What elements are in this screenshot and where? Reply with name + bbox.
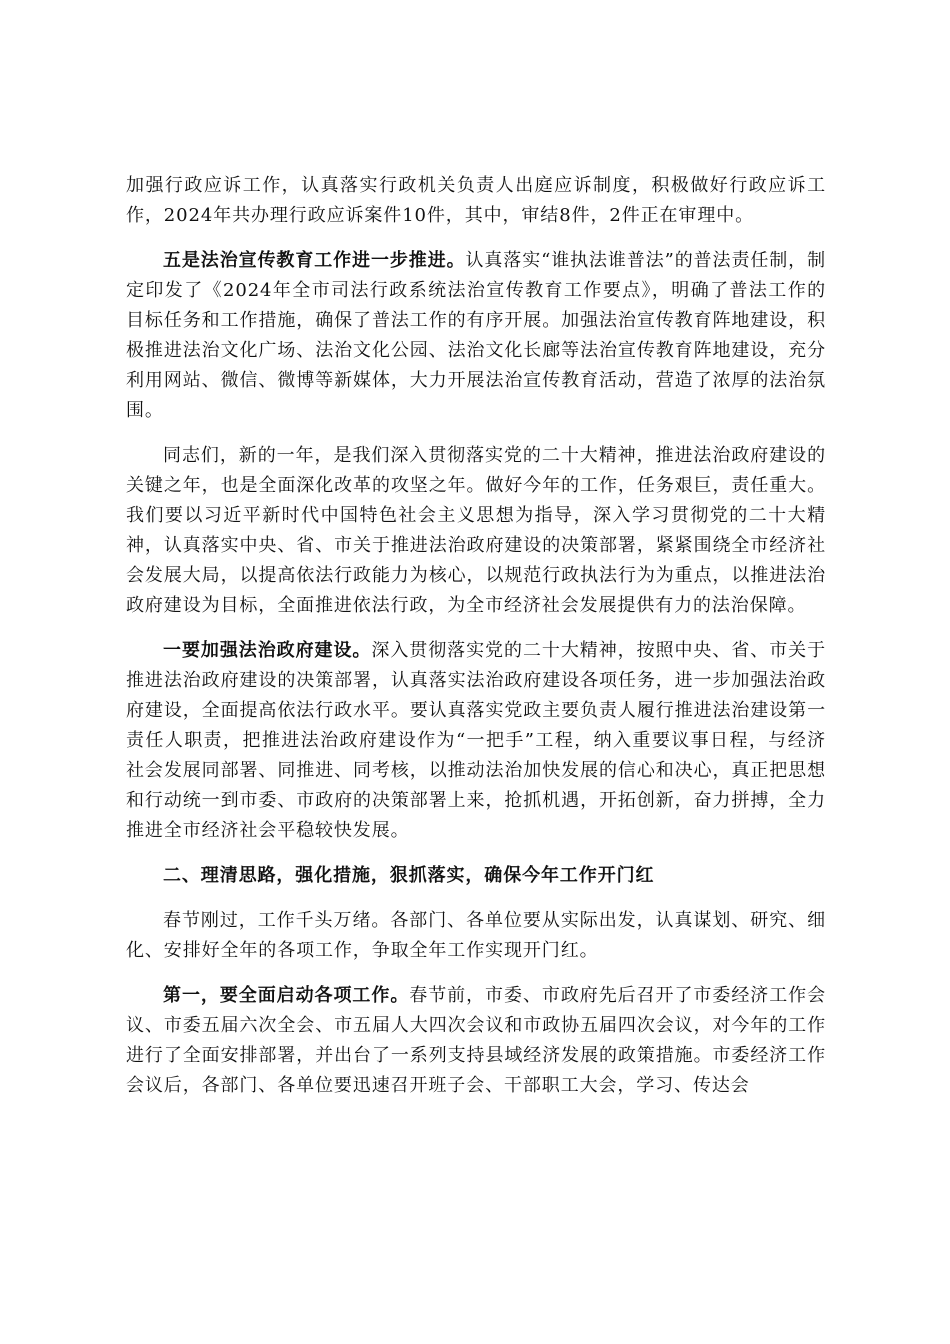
paragraph-comrades-new-year — [126, 441, 826, 621]
section-heading-text: 二、理清思路，强化措施，狠抓落实，确保今年工作开门红 — [163, 865, 655, 886]
paragraph-text: 加强行政应诉工作，认真落实行政机关负责人出庭应诉制度，积极做好行政应诉工作，2024年共办理行政应诉案件10件，其中，审结8件，2件正在审理中。 — [126, 175, 826, 226]
paragraph-lead-bold: 一要加强法治政府建设。 — [163, 640, 372, 661]
paragraph-start-all-work — [126, 981, 826, 1101]
paragraph-text: 深入贯彻落实党的二十大精神，按照中央、省、市关于推进法治政府建设的决策部署，认真落实法治政府建设各项任务，进一步加强法治政府建设，全面提高依法行政水平。要认真落实党政主要负责人履行推进法治建设第一责任人职责，把推进法治政府建设作为“一把手”工程，纳入重要议事日程，与经济社会发展同部署、同推进、同考核，以推动法治加快发展的信心和决心，真正把思想和行动统一到市委、市政府的决策部署上来，抢抓机遇，开拓创新，奋力拼搏，全力推进全市经济社会平稳较快发展。 — [126, 640, 826, 841]
paragraph-text: 春节前，市委、市政府先后召开了市委经济工作会议、市委五届六次全会、市五届人大四次会议和市政协五届四次会议，对今年的工作进行了全面安排部署，并出台了一系列支持县域经济发展的政策措施。市委经济工作会议后，各部门、各单位要迅速召开班子会、干部职工大会，学习、传达会 — [126, 985, 826, 1096]
paragraph-lead-bold: 第一，要全面启动各项工作。 — [163, 985, 410, 1006]
paragraph-lead-bold: 五是法治宣传教育工作进一步推进。 — [163, 250, 466, 271]
paragraph-text: 春节刚过，工作千头万绪。各部门、各单位要从实际出发，认真谋划、研究、细化、安排好全年的各项工作，争取全年工作实现开门红。 — [126, 910, 826, 961]
section-heading-two — [126, 861, 826, 891]
paragraph-text: 同志们，新的一年，是我们深入贯彻落实党的二十大精神，推进法治政府建设的关键之年，也是全面深化改革的攻坚之年。做好今年的工作，任务艰巨，责任重大。我们要以习近平新时代中国特色社会主义思想为指导，深入学习贯彻党的二十大精神，认真落实中央、省、市关于推进法治政府建设的决策部署，紧紧围绕全市经济社会发展大局，以提高依法行政能力为核心，以规范行政执法行为为重点，以推进法治政府建设为目标，全面推进依法行政，为全市经济社会发展提供有力的法治保障。 — [126, 445, 826, 616]
paragraph-litigation-continuation — [126, 171, 826, 231]
paragraph-text: 认真落实“谁执法谁普法”的普法责任制，制定印发了《2024年全市司法行政系统法治宣传教育工作要点》，明确了普法工作的目标任务和工作措施，确保了普法工作的有序开展。加强法治宣传教育阵地建设，积极推进法治文化广场、法治文化公园、法治文化长廊等法治宣传教育阵地建设，充分利用网站、微信、微博等新媒体，大力开展法治宣传教育活动，营造了浓厚的法治氛围。 — [126, 250, 826, 421]
paragraph-legal-publicity — [126, 246, 826, 426]
document-page — [126, 171, 826, 1101]
paragraph-strengthen-rule-of-law-government — [126, 636, 826, 846]
paragraph-spring-festival — [126, 906, 826, 966]
